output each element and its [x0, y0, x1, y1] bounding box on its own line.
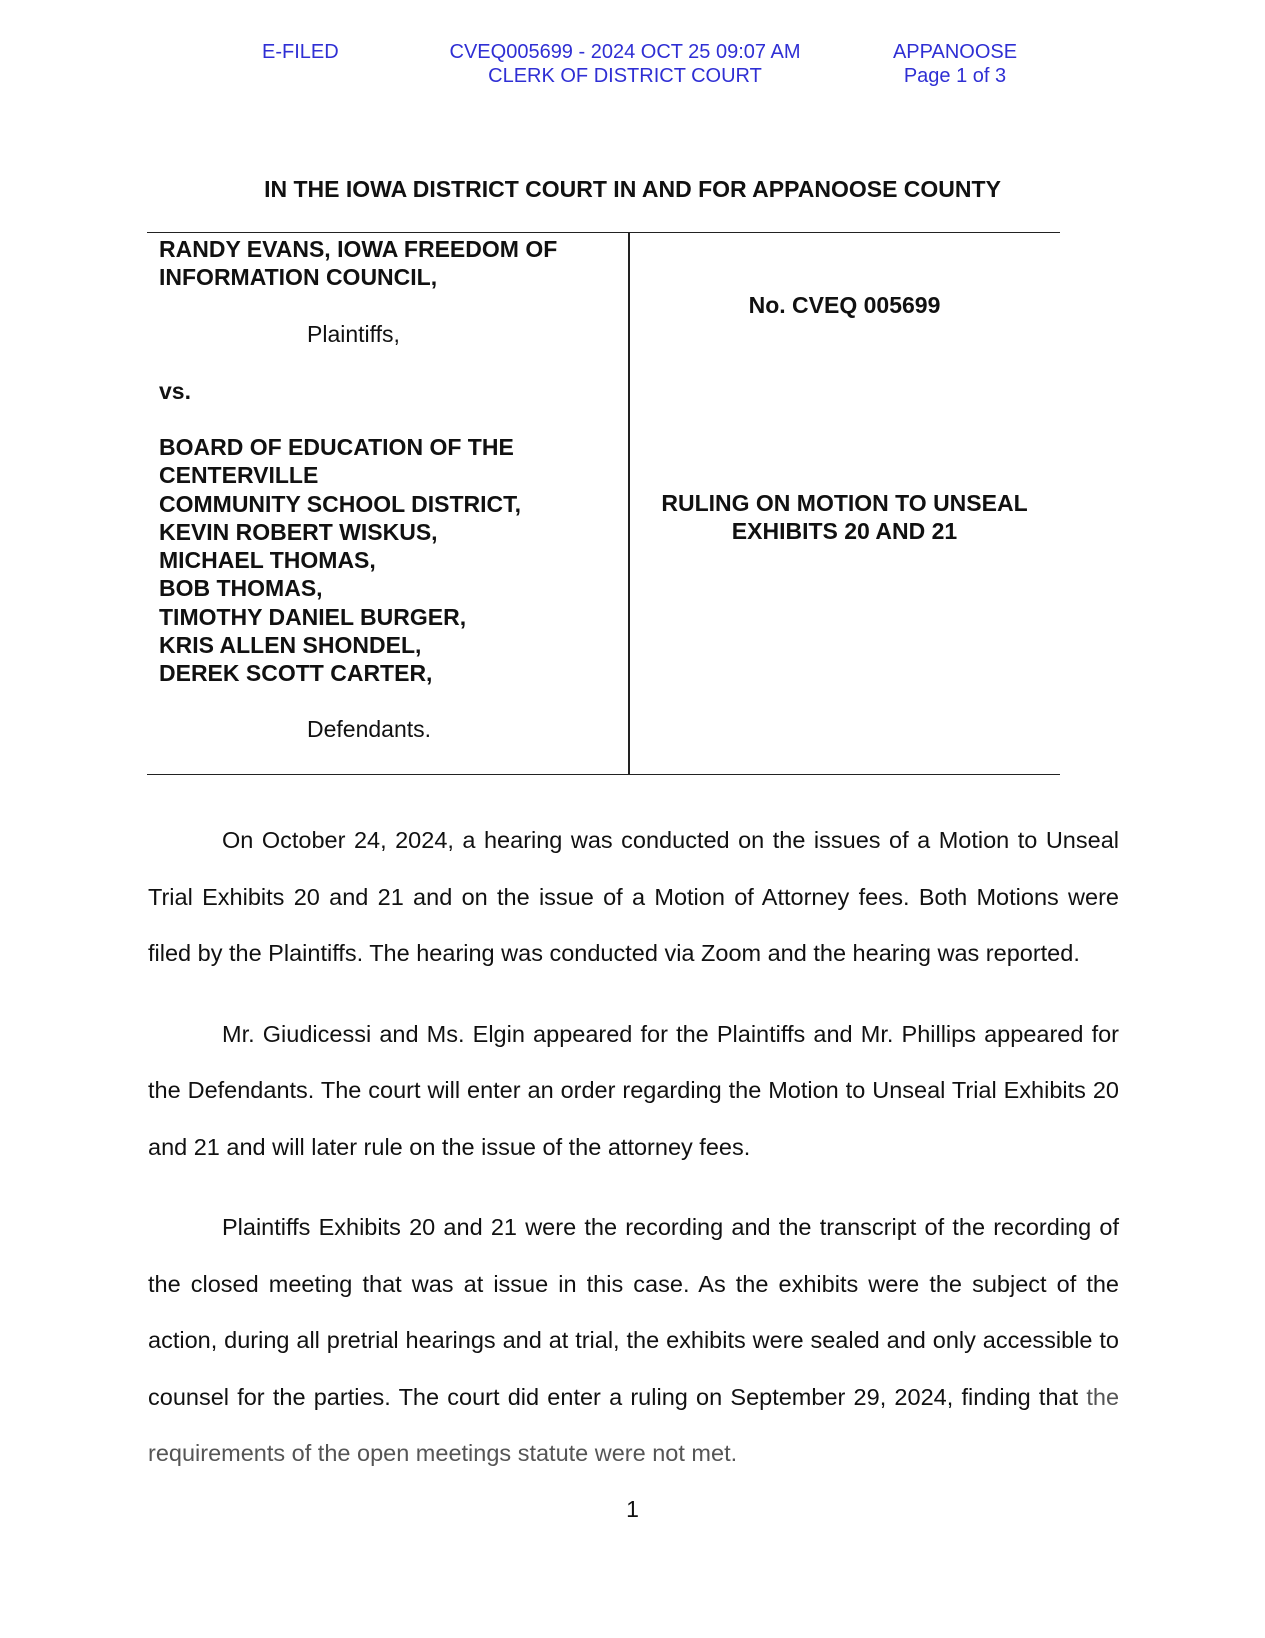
- page-number: 1: [626, 1496, 639, 1522]
- defendants-label: Defendants.: [307, 716, 432, 742]
- defendant-line: COMMUNITY SCHOOL DISTRICT,: [159, 490, 522, 517]
- defendant-line: DEREK SCOTT CARTER,: [159, 660, 433, 687]
- efiled-stamp: [262, 40, 339, 64]
- defendant-line: KRIS ALLEN SHONDEL,: [159, 632, 422, 659]
- body-paragraph: Mr. Giudicessi and Ms. Elgin appeared for the Plaintiffs and Mr. Phillips appeared for the Defendants. The court will enter an order regarding the Motion to Unseal Trial Exhibits 20 and 21 and will later rule on the issue of the attorney fees.: [148, 1020, 1119, 1160]
- plaintiffs-label: Plaintiffs,: [307, 321, 400, 347]
- versus-label: vs.: [159, 378, 191, 404]
- paragraph-continuation: the requirements of the open meetings statute were not met.: [148, 1383, 1120, 1466]
- paragraph-text: Plaintiffs Exhibits 20 and 21 were the recording and the transcript of the recording of the closed meeting that was at issue in this case. As the exhibits were the subject of the action, during all pretrial hearings and at trial, the exhibits were sealed and only accessible to counsel for the parties. The court did enter a ruling on September 29, 2024, finding that: [148, 1214, 1119, 1410]
- filing-case-stamp: [430, 40, 820, 88]
- filing-county: APPANOOSE: [892, 41, 1018, 63]
- defendant-line: MICHAEL THOMAS,: [159, 547, 376, 574]
- defendant-line: BOARD OF EDUCATION OF THE: [159, 434, 514, 460]
- document-title: RULING ON MOTION TO UNSEAL EXHIBITS 20 AND 21: [661, 490, 1028, 545]
- ruling-body: [148, 812, 1119, 1506]
- defendant-line: TIMOTHY DANIEL BURGER,: [159, 603, 467, 630]
- body-paragraph: On October 24, 2024, a hearing was conducted on the issues of a Motion to Unseal Trial Exhibits 20 and 21 and on the issue of a Motion of Attorney fees. Both Motions were filed by the Plaintiffs. The hearing was conducted via Zoom and the hearing was reported.: [148, 827, 1119, 966]
- filing-page-info: Page 1 of 3: [903, 65, 1007, 87]
- efiled-status: E-FILED: [262, 41, 339, 63]
- filing-case-timestamp: CVEQ005699 - 2024 OCT 25 09:07 AM: [449, 41, 801, 63]
- case-caption: [147, 232, 1060, 775]
- defendant-line: CENTERVILLE: [159, 462, 319, 489]
- defendant-line: KEVIN ROBERT WISKUS,: [159, 518, 438, 545]
- body-paragraph: [148, 1199, 1119, 1482]
- case-number: No. CVEQ 005699: [748, 292, 941, 318]
- filing-office: CLERK OF DISTRICT COURT: [488, 65, 762, 87]
- filing-county-stamp: [880, 40, 1030, 88]
- court-title: IN THE IOWA DISTRICT COURT IN AND FOR APPANOOSE COUNTY: [264, 176, 1001, 202]
- plaintiff-names: RANDY EVANS, IOWA FREEDOM OF INFORMATION COUNCIL,: [159, 236, 558, 291]
- defendant-names: [159, 433, 619, 688]
- defendant-line: BOB THOMAS,: [159, 575, 323, 602]
